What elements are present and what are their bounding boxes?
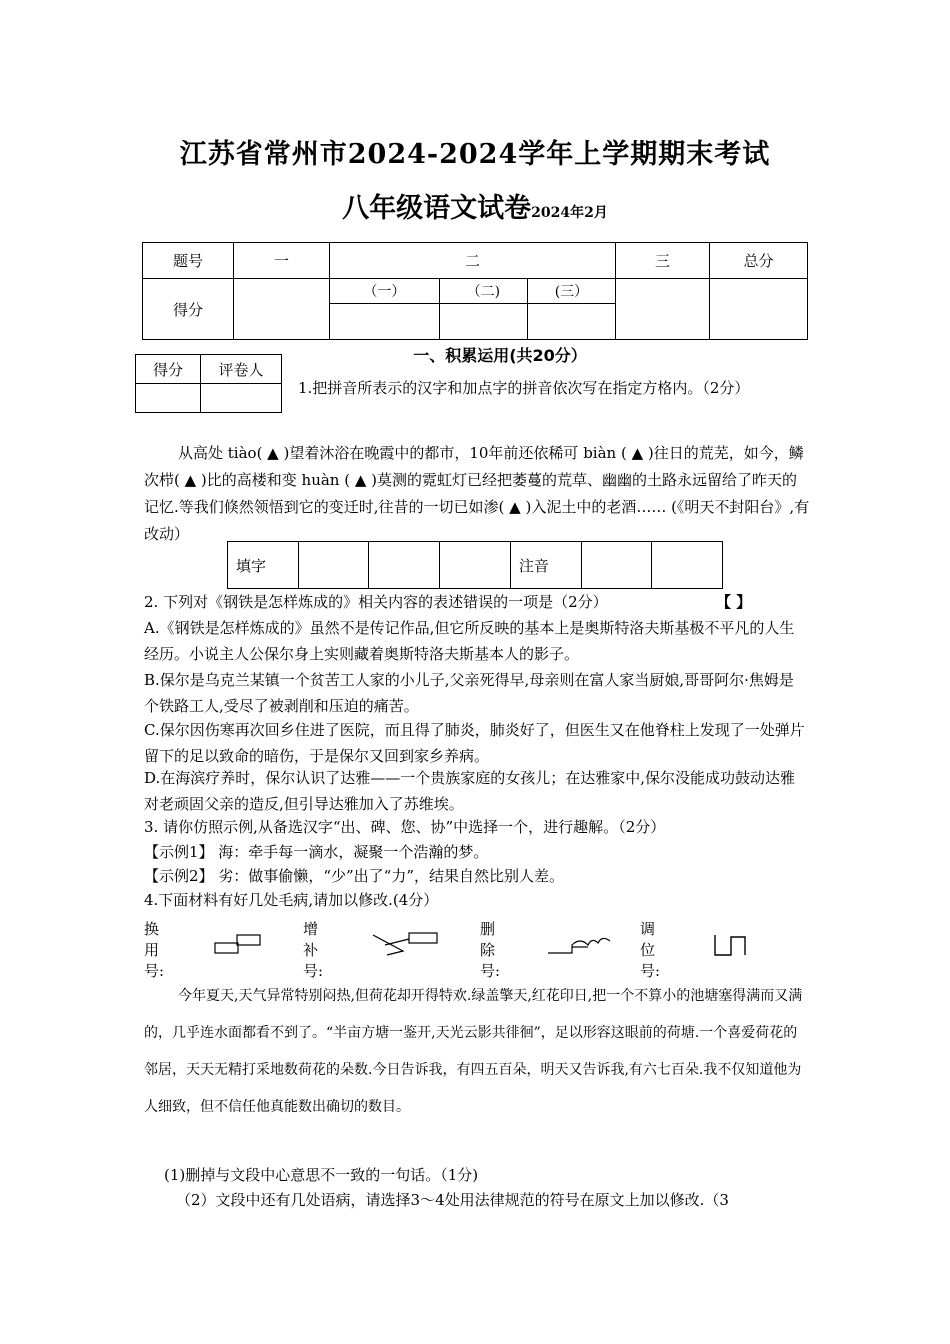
question-2-stem: 2. 下列对《钢铁是怎样炼成的》相关内容的表述错误的一项是（2分） [144, 593, 608, 611]
option-b: B.保尔是乌克兰某镇一个贫苦工人家的小儿子,父亲死得早,母亲则在富人家当厨娘,哥哥阿尔·焦姆是个铁路工人,受尽了被剥削和压迫的痛苦。 [144, 671, 794, 715]
question-4-passage: 今年夏天,天气异常特别闷热,但荷花却开得特欢.绿盖擎天,红花印日,把一个不算小的池塘塞得满而又满的，几乎连水面都看不到了。“半亩方塘一鉴开,天光云影共徘徊”，足以形容这眼前的荷塘.一个喜爱荷花的邻居，天天无精打采地数荷花的朵数.今日告诉我，有四五百朵，明天又告诉我,有六七百朵.我不仅知道他为人细致，但不信任他真能数出确切的数目。 [144, 988, 803, 1115]
exam-title: 江苏省常州市2024-2024学年上学期期末考试 [179, 139, 771, 170]
mark-label: 增补号: [303, 920, 324, 980]
answer-box[interactable] [298, 542, 369, 589]
question-4-stem: 4.下面材料有好几处毛病,请加以修改.(4分） [144, 891, 439, 909]
example-2: 【示例2】 劣：做事偷懒，“少”出了“力”，结果自然比别人差。 [144, 867, 564, 885]
score-cell[interactable] [527, 304, 615, 340]
example-1: 【示例1】 海：牵手每一滴水，凝聚一个浩瀚的梦。 [144, 843, 489, 861]
answer-grid [227, 541, 723, 589]
option-a: A.《钢铁是怎样炼成的》虽然不是传记作品,但它所反映的基本上是奥斯特洛夫斯基极不平凡的人生经历。小说主人公保尔身上实则藏着奥斯特洛夫斯基本人的影子。 [144, 619, 795, 663]
score-cell[interactable] [710, 279, 808, 340]
exam-subtitle [0, 186, 950, 225]
subpart-label: (三） [527, 279, 615, 304]
score-header-cell: 二 [330, 243, 616, 279]
subpart-label: （二) [439, 279, 527, 304]
score-header-cell: 题号 [143, 243, 234, 279]
delete-mark-icon [540, 925, 620, 960]
answer-box[interactable] [581, 542, 652, 589]
option-d: D.在海滨疗养时，保尔认识了达雅——一个贵族家庭的女孩儿；在达雅家中,保尔没能成功鼓动达雅对老顽固父亲的造反,但引导达雅加入了苏维埃。 [144, 769, 796, 813]
score-cell[interactable] [439, 304, 527, 340]
score-row-label: 得分 [143, 279, 234, 340]
option-c: C.保尔因伤寒再次回乡住进了医院，而且得了肺炎，肺炎好了，但医生又在他脊柱上发现了一处弹片留下的足以致命的暗伤，于是保尔又回到家乡养病。 [144, 721, 805, 765]
score-cell[interactable] [330, 304, 440, 340]
reorder-mark-icon [705, 925, 765, 960]
question-3-stem: 3. 请你仿照示例,从备选汉字“出、碑、您、协”中选择一个，进行趣解。（2分） [144, 818, 666, 836]
answer-box[interactable] [440, 542, 511, 589]
score-table [142, 242, 808, 340]
subpart-label: （一） [330, 279, 440, 304]
score-header-cell: 三 [616, 243, 710, 279]
mark-label: 删除号: [480, 920, 501, 980]
grader-table [135, 354, 282, 413]
grader-score-cell[interactable] [136, 384, 201, 413]
answer-box[interactable] [652, 542, 723, 589]
grader-name-cell[interactable] [201, 384, 282, 413]
pinyin-label: 注音 [510, 542, 581, 589]
score-cell[interactable] [616, 279, 710, 340]
mark-label: 换用号: [144, 920, 165, 980]
question-4-sub1: (1)删掉与文段中心意思不一致的一句话。（1分) [164, 1166, 479, 1184]
question-1-stem: 1.把拼音所表示的汉字和加点字的拼音依次写在指定方格内。（2分） [298, 379, 750, 397]
swap-mark-icon [200, 925, 275, 960]
mark-label: 调位号: [640, 920, 661, 980]
score-header-cell: 一 [234, 243, 330, 279]
fill-label: 填字 [228, 542, 299, 589]
insert-mark-icon [365, 925, 445, 960]
exam-date: 2024年2月 [531, 205, 608, 221]
answer-bracket[interactable]: 【 】 [716, 593, 752, 611]
grader-name-label: 评卷人 [201, 355, 282, 384]
score-cell[interactable] [234, 279, 330, 340]
subtitle-text: 八年级语文试卷 [342, 193, 532, 224]
question-4-sub2: （2）文段中还有几处语病，请选择3～4处用法律规范的符号在原文上加以修改.（3 [176, 1191, 729, 1209]
section-title: 一、积累运用(共20分） [413, 346, 587, 365]
question-1-passage: 从高处 tiào( ▲ )望着沐浴在晚霞中的都市，10年前还依稀可 biàn ( ▲ )往日的荒芜，如今，鳞次栉( ▲ )比的高楼和变 huàn ( ▲ )莫测的霓虹灯已经把萎蔓的荒草、幽幽的土路永远留给了昨天的记忆.等我们倏然领悟到它的变迁时,往昔的一切已如渗( ▲ )入泥土中的老酒…… (《明天不封阳台》,有改动） [144, 444, 810, 543]
score-header-cell: 总分 [710, 243, 808, 279]
grader-score-label: 得分 [136, 355, 201, 384]
answer-box[interactable] [369, 542, 440, 589]
